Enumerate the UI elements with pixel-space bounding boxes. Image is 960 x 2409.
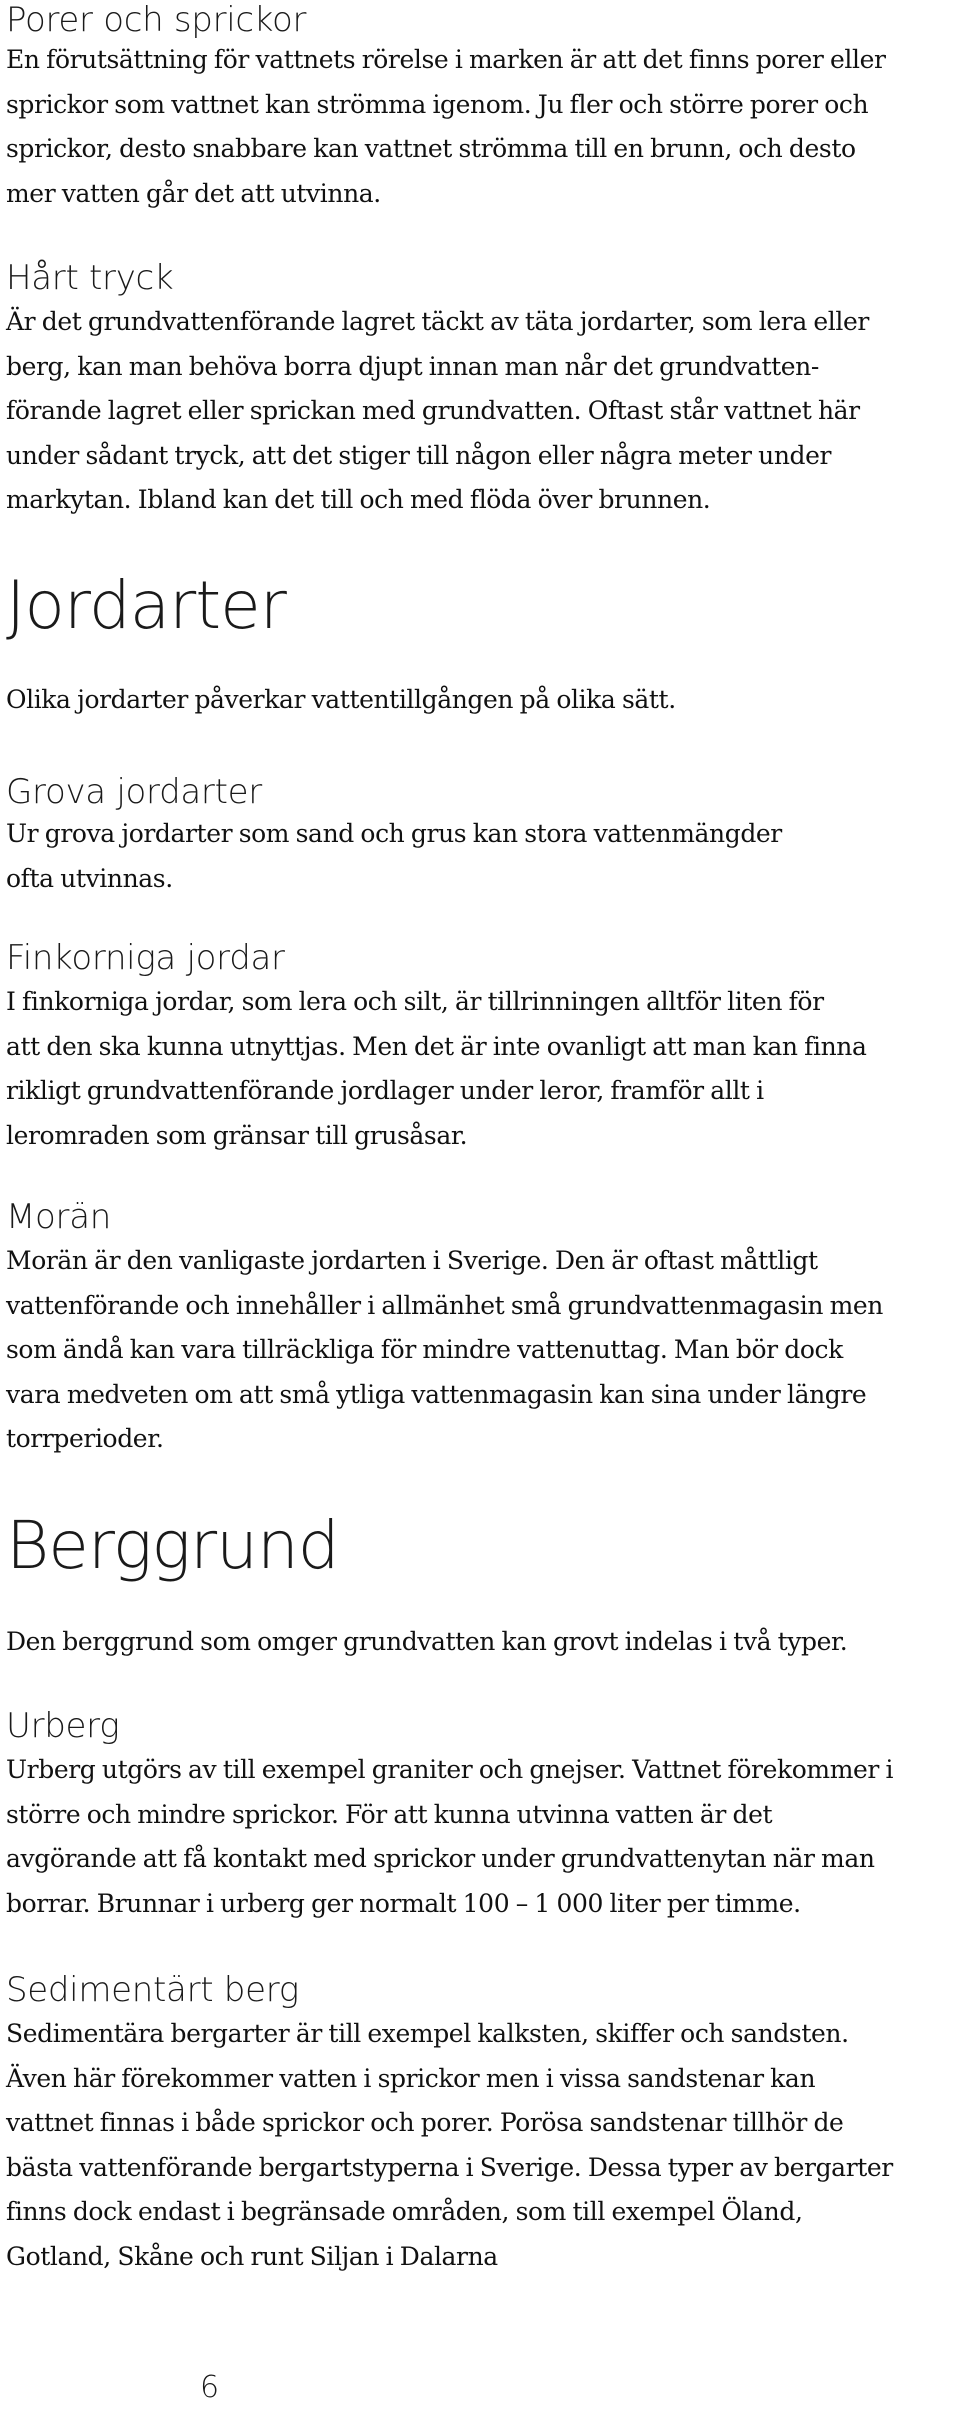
text-line: under sådant tryck, att det stiger till någon eller några meter under — [6, 440, 832, 470]
text-line: vattnet finnas i både sprickor och porer. Porösa sandstenar tillhör de — [6, 2108, 844, 2137]
section-jordarter — [6, 568, 676, 723]
section-porer — [6, 0, 886, 216]
text-line: Sedimentära bergarter är till exempel kalksten, skiffer och sandsten. — [6, 2019, 849, 2048]
paragraph-grova-jordarter — [6, 812, 782, 901]
text-line: Även här förekommer vatten i sprickor men i vissa sandstenar kan — [6, 2063, 816, 2093]
text-line: som ändå kan vara tillräckliga för mindre vattenuttag. Man bör dock — [6, 1335, 843, 1364]
section-urberg — [6, 1706, 893, 1926]
heading-grova-jordarter: Grova jordarter — [6, 772, 262, 812]
paragraph-porer — [6, 38, 886, 216]
paragraph-finkorniga-jordar — [6, 980, 867, 1158]
text-line: finns dock endast i begränsade områden, som till exempel Öland, — [6, 2197, 803, 2226]
text-line: ofta utvinnas. — [6, 863, 173, 893]
text-line: sprickor, desto snabbare kan vattnet strömma till en brunn, och desto — [6, 134, 856, 163]
section-grova-jordarter — [6, 772, 782, 901]
heading-urberg: Urberg — [6, 1706, 120, 1746]
text-line: vattenförande och innehåller i allmänhet små grundvattenmagasin men — [6, 1290, 884, 1320]
heading-moran: Morän — [6, 1197, 111, 1237]
text-line: Ur grova jordarter som sand och grus kan stora vattenmängder — [6, 819, 782, 848]
paragraph-berggrund-intro — [6, 1620, 847, 1665]
paragraph-sedimentart-berg — [6, 2012, 893, 2279]
text-line: En förutsättning för vattnets rörelse i marken är att det finns porer eller — [6, 45, 886, 74]
section-finkorniga-jordar — [6, 938, 867, 1158]
paragraph-moran — [6, 1239, 883, 1462]
text-line: bästa vattenförande bergartstyperna i Sverige. Dessa typer av bergarter — [6, 2152, 893, 2182]
text-line: Urberg utgörs av till exempel graniter och gnejser. Vattnet förekommer i — [6, 1755, 894, 1784]
text-line: förande lagret eller sprickan med grundvatten. Oftast står vattnet här — [6, 396, 860, 425]
page-number: 6 — [200, 2370, 220, 2405]
paragraph-jordarter-intro — [6, 678, 676, 723]
heading-finkorniga-jordar: Finkorniga jordar — [6, 938, 285, 978]
text-line: leromraden som gränsar till grusåsar. — [6, 1120, 468, 1150]
text-line: Är det grundvattenförande lagret täckt av täta jordarter, som lera eller — [6, 307, 869, 336]
heading-porer-och-sprickor: Porer och sprickor — [6, 0, 307, 40]
section-sedimentart-berg — [6, 1970, 893, 2279]
heading-sedimentart-berg: Sedimentärt berg — [6, 1970, 299, 2010]
text-line: att den ska kunna utnyttjas. Men det är inte ovanligt att man kan finna — [6, 1031, 867, 1061]
text-line: borrar. Brunnar i urberg ger normalt 100 – 1 000 liter per timme. — [6, 1888, 801, 1918]
section-hart-tryck — [6, 258, 869, 523]
text-line: I finkorniga jordar, som lera och silt, är tillrinningen alltför liten för — [6, 987, 824, 1016]
title-jordarter: Jordarter — [6, 567, 286, 644]
text-line: markytan. Ibland kan det till och med flöda över brunnen. — [6, 485, 711, 514]
text-line: rikligt grundvattenförande jordlager under leror, framför allt i — [6, 1076, 764, 1105]
text-line: mer vatten går det att utvinna. — [6, 178, 381, 208]
text-line: avgörande att få kontakt med sprickor under grundvattenytan när man — [6, 1844, 875, 1873]
text-line: större och mindre sprickor. För att kunna utvinna vatten är det — [6, 1799, 773, 1829]
text-line: torrperioder. — [6, 1424, 164, 1453]
text-line: Gotland, Skåne och runt Siljan i Dalarna — [6, 2241, 498, 2271]
paragraph-hart-tryck — [6, 300, 869, 523]
text-line: vara medveten om att små ytliga vattenmagasin kan sina under längre — [6, 1379, 867, 1409]
title-berggrund: Berggrund — [6, 1507, 339, 1584]
section-moran — [6, 1197, 883, 1462]
heading-hart-tryck: Hårt tryck — [6, 258, 174, 298]
paragraph-urberg — [6, 1748, 893, 1926]
text-line: sprickor som vattnet kan strömma igenom. Ju fler och större porer och — [6, 89, 869, 119]
section-berggrund — [6, 1508, 847, 1665]
text-line: Den berggrund som omger grundvatten kan grovt indelas i två typer. — [6, 1627, 848, 1656]
text-line: Morän är den vanligaste jordarten i Sverige. Den är oftast måttligt — [6, 1246, 818, 1275]
text-line: berg, kan man behöva borra djupt innan man når det grundvatten- — [6, 351, 819, 381]
text-line: Olika jordarter påverkar vattentillgången på olika sätt. — [6, 685, 676, 714]
